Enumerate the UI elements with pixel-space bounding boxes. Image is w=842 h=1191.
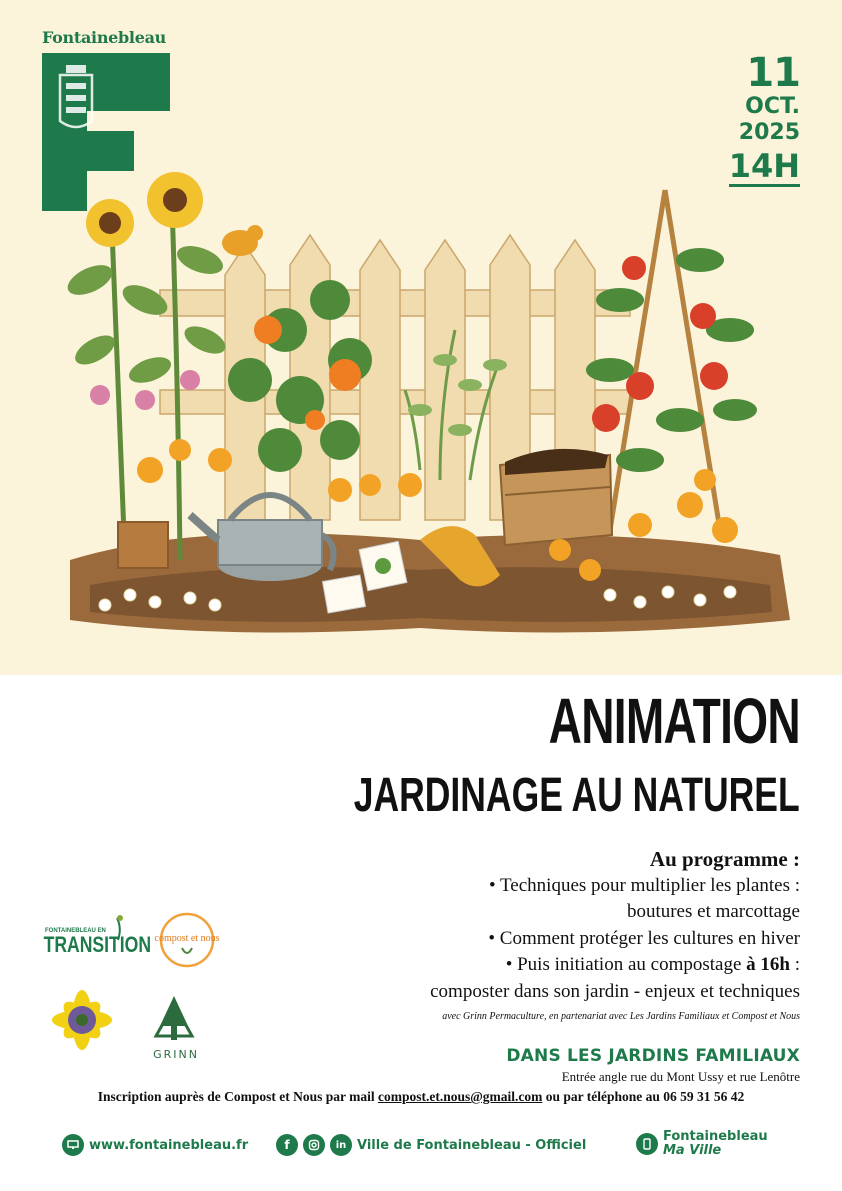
programme-line: composter dans son jardin - enjeux et techniques	[430, 980, 800, 1002]
date-hour: 14H	[728, 147, 800, 185]
app-link[interactable]	[636, 1130, 768, 1158]
fontainebleau-logo	[42, 53, 170, 211]
transition-logo	[44, 915, 151, 958]
transition-text: TRANSITION	[43, 933, 152, 958]
location-title: DANS LES JARDINS FAMILIAUX	[506, 1046, 800, 1066]
title-sub: JARDINAGE AU NATUREL	[354, 769, 800, 822]
brand-name: Fontainebleau	[42, 28, 166, 47]
compost-et-nous-logo	[155, 914, 220, 966]
grinn-text: GRINN	[153, 1048, 199, 1061]
programme-credits: avec Grinn Permaculture, en partenariat avec Les Jardins Familiaux et Compost et Nous	[442, 1011, 800, 1022]
app-name	[663, 1130, 768, 1158]
programme-line: • Techniques pour multiplier les plantes :	[488, 874, 800, 896]
programme-line: boutures et marcottage	[626, 901, 800, 922]
programme-line	[430, 952, 800, 979]
event-date	[729, 52, 800, 187]
inscription-text: ou par téléphone au 06 59 31 56 42	[542, 1089, 745, 1104]
phone-icon	[636, 1133, 658, 1155]
programme-line: • Comment protéger les cultures en hiver	[488, 927, 800, 949]
inscription	[0, 1089, 842, 1105]
transition-small-text: FONTAINEBLEAU EN	[45, 928, 106, 934]
social-text: Ville de Fontainebleau - Officiel	[357, 1137, 587, 1153]
title-main: ANIMATION	[548, 685, 800, 757]
linkedin-icon[interactable]: in	[330, 1134, 352, 1156]
programme	[430, 846, 800, 1025]
app-name-line2: Ma Ville	[663, 1143, 722, 1158]
inscription-text: Inscription auprès de Compost et Nous par mail	[97, 1089, 378, 1104]
grinn-logo	[153, 996, 199, 1061]
programme-heading: Au programme :	[649, 847, 800, 871]
sunflower-logo	[52, 990, 112, 1050]
date-day: 11	[746, 50, 800, 96]
facebook-icon[interactable]: f	[276, 1134, 298, 1156]
social-links	[276, 1134, 586, 1156]
date-year: 2025	[738, 120, 800, 145]
location	[506, 1046, 800, 1085]
footer	[0, 1128, 842, 1164]
website-link[interactable]	[62, 1134, 248, 1156]
programme-line-part: • Puis initiation au compostage	[505, 954, 747, 975]
instagram-icon[interactable]	[303, 1134, 325, 1156]
website-text: www.fontainebleau.fr	[89, 1137, 249, 1153]
app-name-line1: Fontainebleau	[663, 1129, 768, 1144]
location-address: Entrée angle rue du Mont Ussy et rue Lenôtre	[561, 1069, 800, 1084]
monitor-icon	[62, 1134, 84, 1156]
programme-line-part: :	[789, 954, 800, 975]
partner-logos	[42, 908, 222, 1068]
email-link[interactable]: compost.et.nous@gmail.com	[377, 1089, 543, 1104]
date-month: OCT.	[745, 94, 800, 119]
compost-text: compost et nous	[154, 933, 220, 944]
programme-time: à 16h	[746, 954, 790, 975]
